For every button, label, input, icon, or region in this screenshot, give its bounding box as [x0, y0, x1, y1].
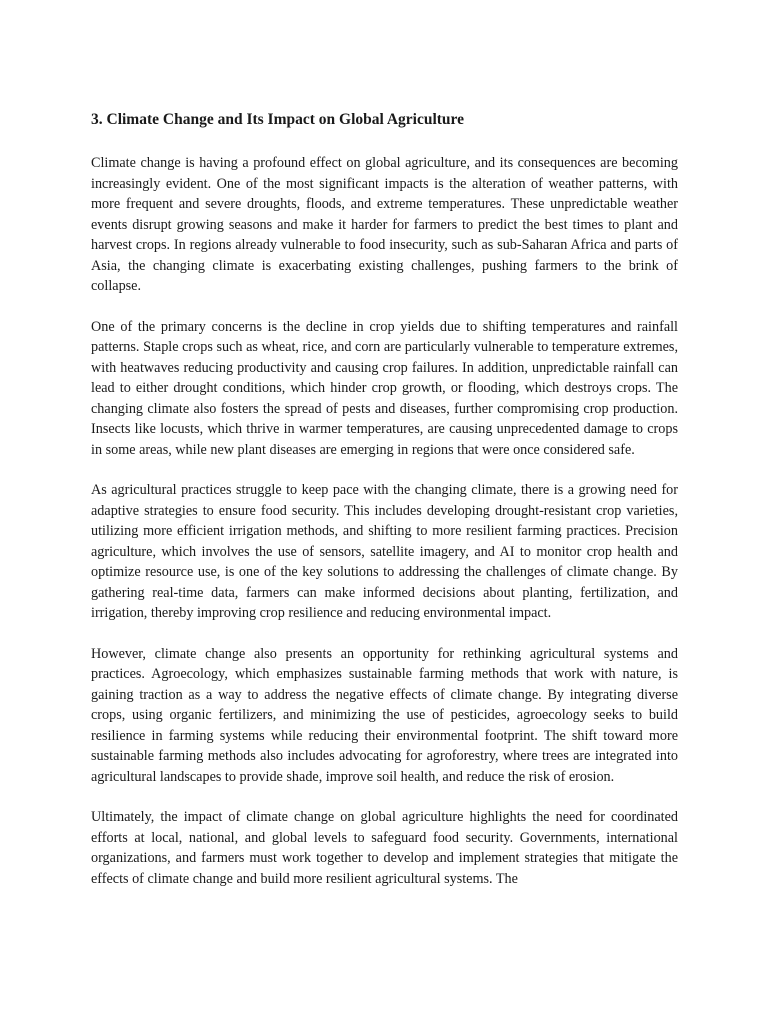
- paragraph-2: One of the primary concerns is the decline in crop yields due to shifting temperatures and rainfall patterns. Staple crops such as wheat, rice, and corn are particularly vulnerable to temperature extremes, with heatwaves reducing productivity and causing crop failures. In addition, unpredictable rainfall can lead to either drought conditions, which hinder crop growth, or flooding, which destroys crops. The changing climate also fosters the spread of pests and diseases, further compromising crop production. Insects like locusts, which thrive in warmer temperatures, are causing unprecedented damage to crops in some areas, while new plant diseases are emerging in regions that were once considered safe.: [91, 318, 678, 458]
- paragraph-1: Climate change is having a profound effect on global agriculture, and its consequences are becoming increasingly evident. One of the most significant impacts is the alteration of weather patterns, with more frequent and severe droughts, floods, and extreme temperatures. These unpredictable weather events disrupt growing seasons and make it harder for farmers to predict the best times to plant and harvest crops. In regions already vulnerable to food insecurity, such as sub-Saharan Africa and parts of Asia, the changing climate is exacerbating existing challenges, pushing farmers to the brink of collapse.: [91, 155, 678, 294]
- paragraph-3: As agricultural practices struggle to keep pace with the changing climate, there is a growing need for adaptive strategies to ensure food security. This includes developing drought-resistant crop varieties, utilizing more efficient irrigation methods, and shifting to more resilient farming practices. Precision agriculture, which involves the use of sensors, satellite imagery, and AI to monitor crop health and optimize resource use, is one of the key solutions to addressing the challenges of climate change. By gathering real-time data, farmers can make informed decisions about planting, fertilization, and irrigation, thereby improving crop resilience and reducing environmental impact.: [91, 482, 678, 621]
- paragraph-5: Ultimately, the impact of climate change on global agriculture highlights the need for coordinated efforts at local, national, and global levels to safeguard food security. Governments, international organizations, and farmers must work together to develop and implement strategies that mitigate the effects of climate change and build more resilient agricultural systems. The: [91, 809, 678, 887]
- paragraph-4: However, climate change also presents an opportunity for rethinking agricultural systems and practices. Agroecology, which emphasizes sustainable farming methods that work with nature, is gaining traction as a way to address the negative effects of climate change. By integrating diverse crops, using organic fertilizers, and minimizing the use of pesticides, agroecology seeks to build resilience in farming systems while reducing their environmental footprint. The shift toward more sustainable farming methods also includes advocating for agroforestry, where trees are integrated into agricultural landscapes to provide shade, improve soil health, and reduce the risk of erosion.: [91, 645, 678, 785]
- section-heading: 3. Climate Change and Its Impact on Global Agriculture: [91, 111, 465, 128]
- document-page: [91, 108, 678, 909]
